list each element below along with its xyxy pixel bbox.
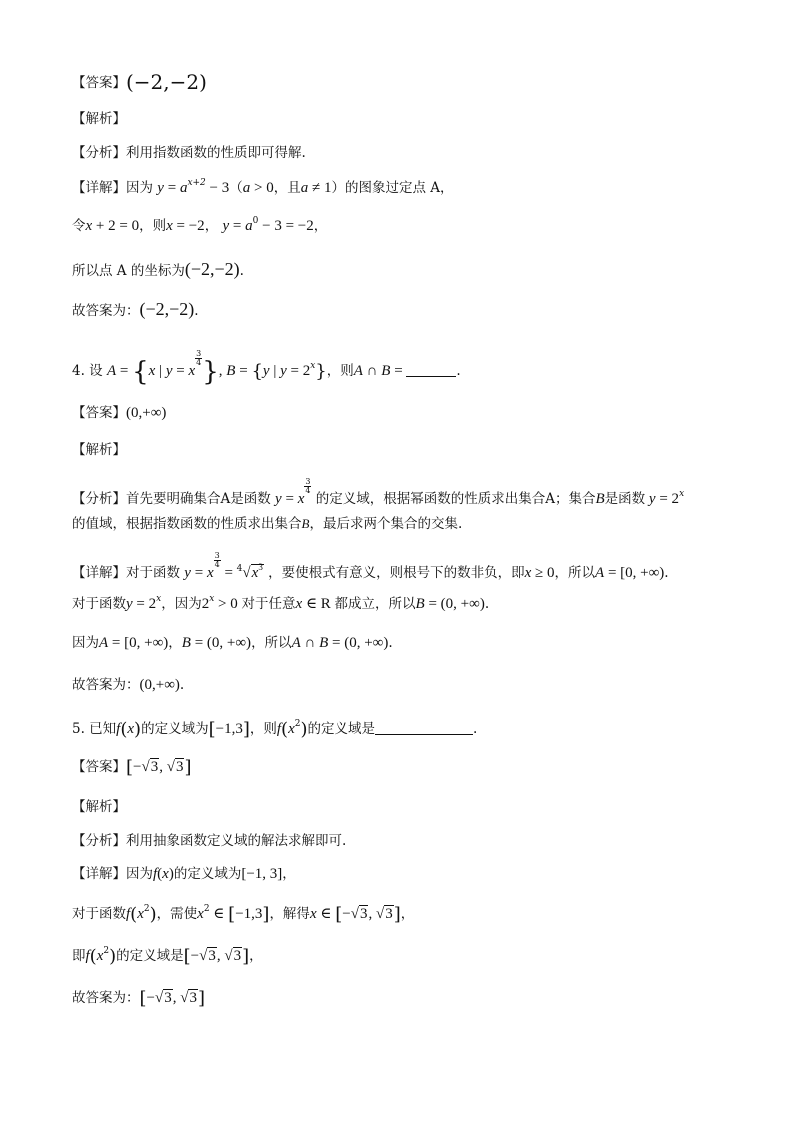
text: 即 [72,948,86,964]
text: ）的图象过定点 A， [331,180,454,196]
text: ，所以 [554,565,596,581]
fenxi-tag: 【分析】 [72,145,126,161]
text: ，则 [139,218,167,234]
text: 首先要明确集合A是函数 [126,491,271,507]
text: 因为 [126,866,153,882]
text: ，需使 [156,906,198,922]
final-answer-line [72,675,184,695]
fenxi-line [72,143,306,163]
text: ， [313,218,328,234]
text: 因为 [72,635,99,651]
text: 对于函数 [72,906,126,922]
text: ， [168,635,182,651]
text: . [664,565,669,581]
fenxi-line-2: 的值域，根据指数函数的性质求出集合B，最后求两个集合的交集. [72,516,463,532]
text: ，且 [273,180,301,196]
coord-line [72,259,244,281]
text: 的定义域是 [116,948,184,964]
final-answer-line [72,299,199,321]
text: ， [400,906,415,922]
text: 【答案】 [72,759,126,775]
text: 的值域，根据指数函数的性质求出集合 [72,516,302,532]
question-4: 4. 设 A = {x | y = x $\frac{3}{4}$ }, B = {y | $y = 2^x$}，则A ∩ B = . [72,349,461,387]
text: 【答案】 [72,405,126,421]
text: ， [249,948,263,964]
text: . [484,596,490,612]
analysis-heading [72,797,126,817]
exp-line: 对于函数$y = 2^x$，因为$2^x > 0$ 对于任意x ∈ R 都成立，所以B = (0, +∞). [72,594,490,612]
text: ，所以 [251,635,292,651]
text: ，要使根式有意义，则根号下的数非负，即 [268,565,525,581]
ling-line: 令x + 2 = 0，则x = −2， $y = a^0 - 3 = -2$， [72,216,328,234]
text: . [194,303,199,319]
text: 利用抽象函数定义域的解法求解即可. [126,833,347,849]
text: 的定义域是 [307,721,375,737]
xiangjie-line: 【详解】因为 $y = a^{x+2} - 3(a > 0$，且a ≠ 1）的图象过定点 A， [72,178,454,196]
text: 5. 已知 [72,721,117,737]
text: ，因为 [161,596,202,612]
text: 令 [72,218,86,234]
formula: y [157,180,164,196]
text: ，最后求两个集合的交集. [309,516,463,532]
analysis-heading [72,440,126,460]
analysis-tag: 【解析】 [72,111,126,127]
text: 故答案为： [72,990,140,1006]
text: (0,+∞) [139,677,180,693]
xiangjie-tag: 【详解】 [72,180,126,196]
text: 【解析】 [72,442,126,458]
text: (−2,−2) [139,299,195,319]
text: 的定义域，根据幂函数的性质求出集合A；集合 [315,491,596,507]
question-5: 5. 已知f(x)的定义域为[−1,3]，则$f(x^2)$的定义域是 . [72,719,478,740]
text: 的定义域为 [141,721,209,737]
answer-line-5: 【答案】[−√3, √3] [72,757,192,778]
text: 因为 [126,180,153,196]
text: 【分析】 [72,491,126,507]
text: ，则 [326,363,354,379]
text: （ [229,180,243,196]
xiangjie-line: 【详解】因为f(x)的定义域为[−1, 3]， [72,866,296,882]
text: 都成立，所以 [334,596,416,612]
text: 是函数 [604,491,646,507]
xiangjie-line: 【详解】对于函数 y = x $\frac{3}{4}$ = $^4√x^3$ ，要使根式有意义，则根号下的数非负，即x ≥ 0，所以A = [0, +∞). [72,551,669,581]
text: 故答案为： [72,677,140,693]
answer-line-3 [72,72,207,93]
intersection-line: 因为A = [0, +∞)，B = (0, +∞)，所以A ∩ B = (0, +∞). [72,635,393,651]
fenxi-text: 利用指数函数的性质即可得解. [126,145,306,161]
answer-blank [406,362,456,377]
answer-tag: 【答案】 [72,75,126,91]
text: 【详解】 [72,866,126,882]
text: 故答案为： [72,303,140,319]
text: 4. 设 [72,363,103,379]
text: 【详解】 [72,565,126,581]
text: . [456,363,461,379]
answer-value: (−2,−2) [126,70,207,94]
final-answer-line: 故答案为：[−√3, √3] [72,988,205,1009]
fenxi-line: 【分析】首先要明确集合A是函数 y = x $\frac{3}{4}$ 的定义域，根据幂函数的性质求出集合A；集合B是函数 $y = 2^x$ [72,477,685,507]
answer-line-4 [72,403,166,423]
text: 的定义域为 [173,866,242,882]
answer-value: (0,+∞) [126,405,167,421]
text: 对于任意 [241,596,296,612]
text: . [239,263,244,279]
text: . [473,721,478,737]
text: 【解析】 [72,799,126,815]
fenxi-line [72,831,346,851]
result-line: 即$f(x^2)$的定义域是[−√3, √3]， [72,946,263,967]
text: 所以点 A 的坐标为 [72,263,185,279]
domain-line: 对于函数$f(x^2)$，需使$x^2$ ∈ [−1,3]，解得x ∈ [−√3, √3]， [72,904,415,925]
analysis-heading [72,109,126,129]
text: ， [282,866,296,882]
text: 对于函数 [126,565,180,581]
text: ，则 [249,721,277,737]
answer-blank [375,720,473,735]
text: 【分析】 [72,833,126,849]
text: . [179,677,185,693]
text: ， [204,218,219,234]
text: ，解得 [269,906,310,922]
text: 对于函数 [72,596,126,612]
text: . [388,635,393,651]
text: (−2,−2) [184,259,240,279]
